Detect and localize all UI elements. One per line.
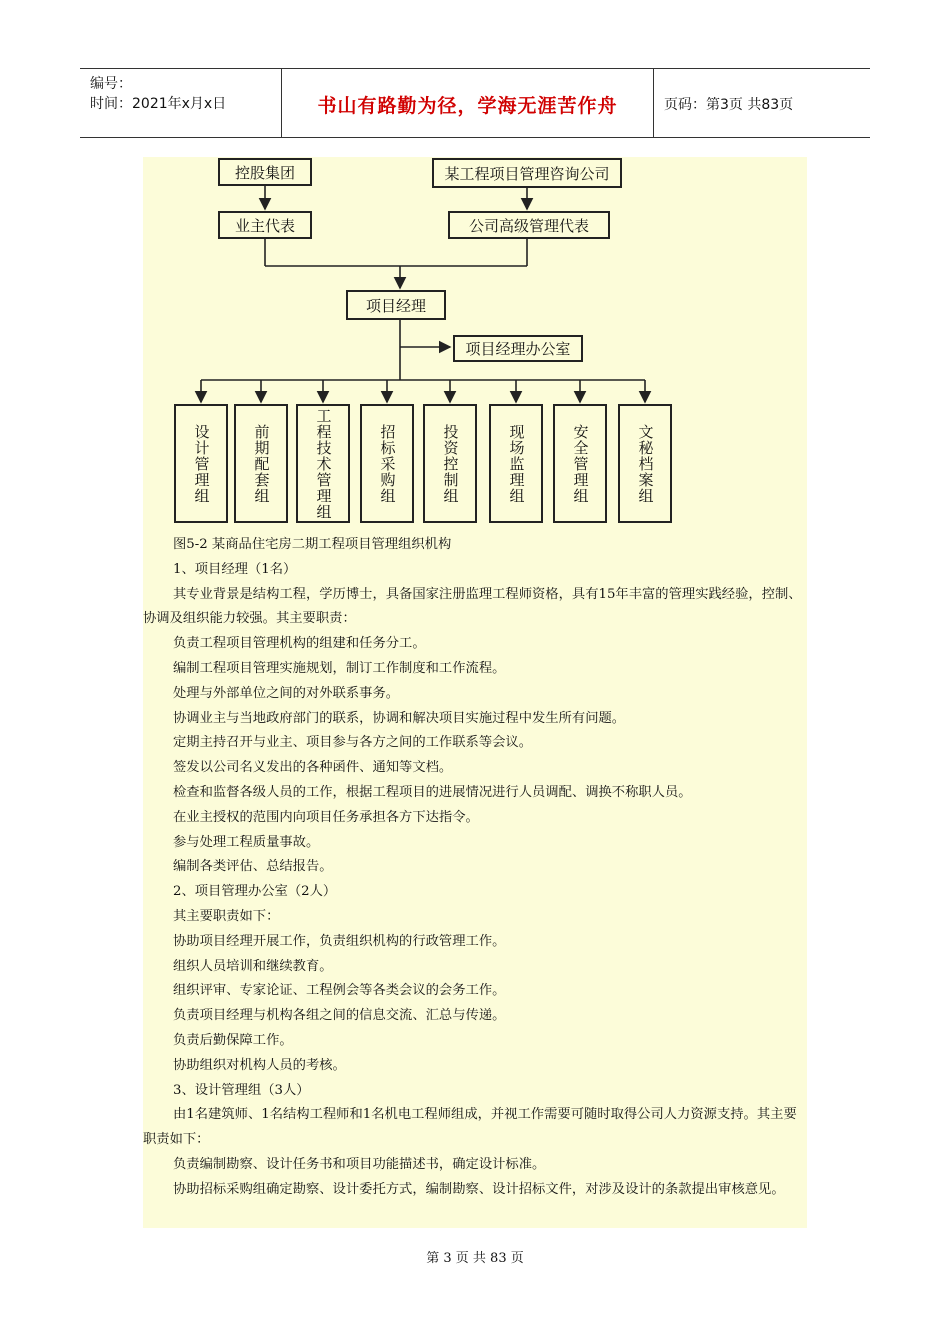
paragraph: 编制各类评估、总结报告。	[173, 859, 333, 875]
page-label: 页码：第3页 共83页	[664, 97, 794, 113]
body-text	[143, 533, 807, 1203]
time-label: 时间：2021年x月x日	[90, 96, 227, 112]
project-manager-box: 项目经理	[346, 290, 446, 320]
group-label: 现场监理组	[507, 423, 526, 504]
paragraph: 定期主持召开与业主、项目参与各方之间的工作联系等会议。	[173, 735, 533, 751]
paragraph: 由1名建筑师、1名结构工程师和1名机电工程师组成，并视工作需要可随时取得公司人力资源支持。其主要职责如下：	[143, 1107, 797, 1148]
paragraph: 其主要职责如下：	[173, 908, 280, 924]
paragraph: 负责后勤保障工作。	[173, 1032, 293, 1048]
group-box-investment	[423, 404, 477, 523]
number-label: 编号：	[90, 76, 132, 92]
motto: 书山有路勤为径，学海无涯苦作舟	[317, 95, 618, 117]
group-label: 前期配套组	[252, 423, 271, 504]
pm-office-box: 项目经理办公室	[453, 335, 583, 362]
group-label: 投资控制组	[441, 423, 460, 504]
paragraph: 3、设计管理组（3人）	[173, 1082, 310, 1098]
group-box-procurement	[360, 404, 414, 523]
group-label: 招标采购组	[378, 423, 397, 504]
paragraph: 负责工程项目管理机构的组建和任务分工。	[173, 636, 426, 652]
paragraph: 2、项目管理办公室（2人）	[173, 884, 337, 900]
paragraph: 协助组织对机构人员的考核。	[173, 1057, 346, 1073]
group-box-preliminary	[234, 404, 288, 523]
figure-caption: 图5-2 某商品住宅房二期工程项目管理组织机构	[173, 537, 452, 552]
group-label: 安全管理组	[571, 423, 590, 504]
group-box-supervision	[489, 404, 543, 523]
paragraph: 参与处理工程质量事故。	[173, 834, 320, 850]
paragraph: 组织人员培训和继续教育。	[173, 958, 333, 974]
paragraph: 检查和监督各级人员的工作，根据工程项目的进展情况进行人员调配、调换不称职人员。	[173, 784, 692, 800]
paragraph: 其专业背景是结构工程，学历博士，具备国家注册监理工程师资格，具有15年丰富的管理实践经验，控制、协调及组织能力较强。其主要职责：	[143, 586, 802, 627]
group-label: 文秘档案组	[636, 423, 655, 504]
group-box-design	[174, 404, 228, 523]
group-box-engineering	[296, 404, 350, 523]
group-label: 设计管理组	[192, 423, 211, 504]
paragraph: 在业主授权的范围内向项目任务承担各方下达指令。	[173, 809, 479, 825]
group-box-archives	[618, 404, 672, 523]
group-label: 工程技术管理组	[314, 407, 333, 520]
group-box-safety	[553, 404, 607, 523]
paragraph: 处理与外部单位之间的对外联系事务。	[173, 685, 400, 701]
paragraph: 负责编制勘察、设计任务书和项目功能描述书，确定设计标准。	[173, 1156, 546, 1172]
holding-group-box: 控股集团	[218, 158, 312, 186]
paragraph: 负责项目经理与机构各组之间的信息交流、汇总与传递。	[173, 1008, 506, 1024]
page-footer: 第 3 页 共 83 页	[426, 1251, 524, 1266]
consulting-company-box: 某工程项目管理咨询公司	[432, 158, 622, 188]
paragraph: 协调业主与当地政府部门的联系，协调和解决项目实施过程中发生所有问题。	[173, 710, 626, 726]
paragraph: 协助招标采购组确定勘察、设计委托方式，编制勘察、设计招标文件，对涉及设计的条款提出审核意见。	[173, 1181, 785, 1197]
paragraph: 1、项目经理（1名）	[173, 561, 297, 577]
paragraph: 组织评审、专家论证、工程例会等各类会议的会务工作。	[173, 983, 506, 999]
paragraph: 签发以公司名义发出的各种函件、通知等文档。	[173, 760, 453, 776]
company-senior-rep-box: 公司高级管理代表	[448, 211, 610, 239]
owner-rep-box: 业主代表	[218, 211, 312, 239]
paragraph: 协助项目经理开展工作，负责组织机构的行政管理工作。	[173, 933, 506, 949]
paragraph: 编制工程项目管理实施规划，制订工作制度和工作流程。	[173, 660, 506, 676]
